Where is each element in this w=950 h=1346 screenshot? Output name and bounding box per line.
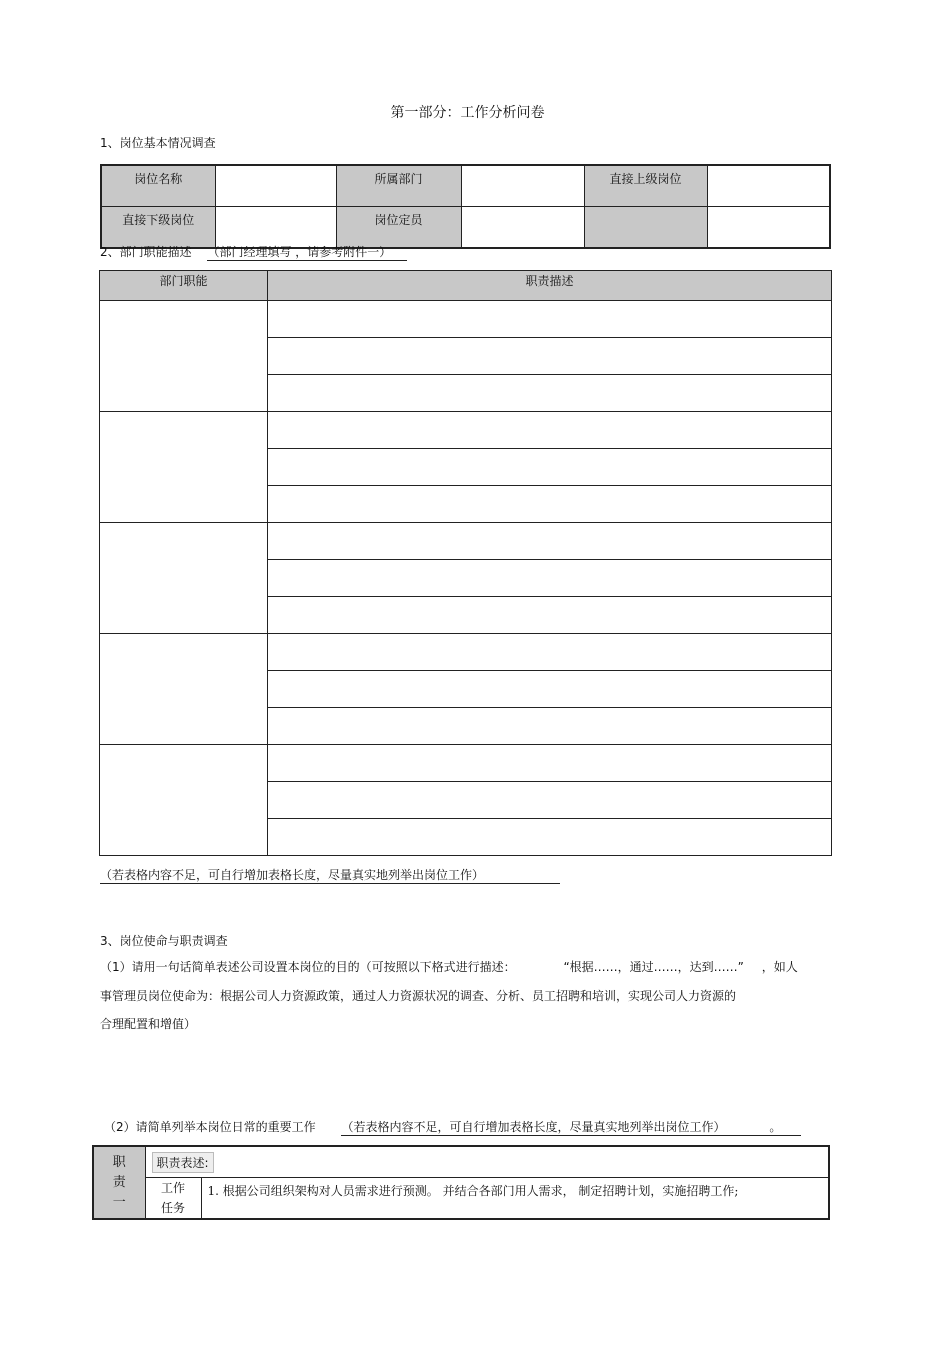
duty-cell[interactable] bbox=[268, 634, 832, 671]
duty-cell[interactable] bbox=[268, 486, 832, 523]
duty-cell[interactable] bbox=[268, 819, 832, 856]
q2-end: 。 bbox=[769, 1120, 782, 1134]
duty-cell[interactable] bbox=[268, 745, 832, 782]
duty-cell[interactable] bbox=[268, 782, 832, 819]
duty-cell[interactable] bbox=[268, 412, 832, 449]
section2-heading-row bbox=[100, 243, 407, 261]
function-cell[interactable] bbox=[100, 412, 268, 523]
label-department: 所属部门 bbox=[336, 165, 461, 207]
q1-format-quote: “根据……，通过……，达到……” bbox=[563, 960, 744, 974]
q1-line1 bbox=[100, 953, 860, 981]
label-direct-superior: 直接上级岗位 bbox=[584, 165, 707, 207]
section2-footnote: （若表格内容不足，可自行增加表格长度，尽量真实地列举出岗位工作） bbox=[100, 866, 560, 884]
header-duty-description: 职责描述 bbox=[268, 271, 832, 301]
q2-note bbox=[341, 1118, 801, 1136]
input-position-name[interactable] bbox=[215, 165, 336, 207]
q2-row bbox=[104, 1118, 801, 1136]
section1-heading: 1、岗位基本情况调查 bbox=[100, 136, 216, 150]
duty-cell[interactable] bbox=[268, 671, 832, 708]
basic-info-table bbox=[100, 164, 831, 249]
department-function-table bbox=[99, 270, 832, 856]
duty-cell[interactable] bbox=[268, 708, 832, 745]
blank-gray-cell bbox=[584, 207, 707, 249]
duty-side-label: 职 责 一 bbox=[93, 1146, 145, 1219]
input-headcount[interactable] bbox=[461, 207, 584, 249]
q1-text: （1）请用一句话简单表述公司设置本岗位的目的（可按照以下格式进行描述： bbox=[100, 960, 516, 974]
label-headcount: 岗位定员 bbox=[336, 207, 461, 249]
function-cell[interactable] bbox=[100, 523, 268, 634]
duty-cell[interactable] bbox=[268, 560, 832, 597]
duty-statement-label: 职责表述: bbox=[152, 1152, 214, 1173]
section3-heading: 3、岗位使命与职责调查 bbox=[100, 934, 228, 948]
function-cell[interactable] bbox=[100, 301, 268, 412]
duty-cell[interactable] bbox=[268, 338, 832, 375]
duty-cell[interactable] bbox=[268, 449, 832, 486]
page-title: 第一部分：工作分析问卷 bbox=[390, 105, 545, 121]
input-direct-subordinate[interactable] bbox=[215, 207, 336, 249]
input-department[interactable] bbox=[461, 165, 584, 207]
label-direct-subordinate: 直接下级岗位 bbox=[101, 207, 215, 249]
function-cell[interactable] bbox=[100, 634, 268, 745]
section2-note: （部门经理填写 ，请参考附件一） bbox=[207, 243, 407, 261]
duty-cell[interactable] bbox=[268, 375, 832, 412]
task-label: 工作 任务 bbox=[145, 1178, 201, 1220]
duty-table bbox=[92, 1145, 830, 1220]
duty-cell[interactable] bbox=[268, 301, 832, 338]
section2-heading: 2、部门职能描述 bbox=[100, 245, 192, 259]
input-direct-superior[interactable] bbox=[707, 165, 830, 207]
q2-note-text: （若表格内容不足，可自行增加表格长度，尽量真实地列举出岗位工作） bbox=[341, 1120, 726, 1134]
q1-tail: ，如人 bbox=[761, 960, 798, 974]
q2-text: （2）请简单列举本岗位日常的重要工作 bbox=[104, 1120, 316, 1134]
duty-cell[interactable] bbox=[268, 523, 832, 560]
function-cell[interactable] bbox=[100, 745, 268, 856]
input-blank[interactable] bbox=[707, 207, 830, 249]
label-position-name: 岗位名称 bbox=[101, 165, 215, 207]
duty-statement-cell[interactable] bbox=[145, 1146, 829, 1178]
q1-line2: 事管理员岗位使命为：根据公司人力资源政策，通过人力资源状况的调查、分析、员工招聘和培训，实现公司人力资源的 bbox=[100, 989, 737, 1003]
header-department-function: 部门职能 bbox=[100, 271, 268, 301]
q1-line3: 合理配置和增值） bbox=[100, 1017, 197, 1031]
duty-cell[interactable] bbox=[268, 597, 832, 634]
task-text[interactable]: 1. 根据公司组织架构对人员需求进行预测。 并结合各部门用人需求， 制定招聘计划，实施招聘工作; bbox=[201, 1178, 829, 1220]
